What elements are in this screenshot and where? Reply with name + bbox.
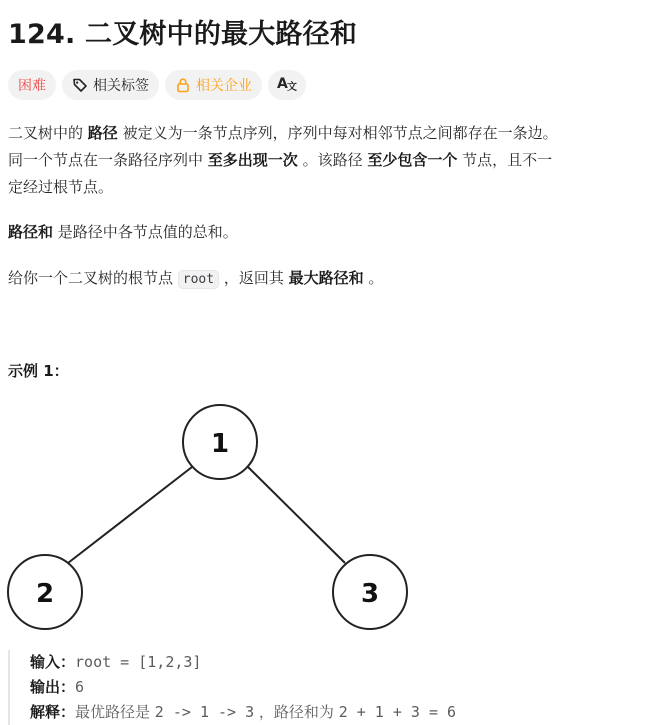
tree-edge-1-3 (248, 467, 345, 563)
tree-node-root (183, 405, 257, 479)
related-tags-label: 相关标签 (93, 78, 149, 94)
example-input-line (30, 650, 456, 675)
related-companies-label: 相关企业 (196, 78, 252, 94)
desc-text: ，返回其 (219, 269, 289, 287)
example-io-block (8, 650, 456, 725)
input-label: 输入： (30, 653, 76, 671)
difficulty-badge[interactable]: 困难 (8, 70, 56, 100)
description-paragraph-1 (8, 120, 648, 201)
tree-node-left (8, 555, 82, 629)
example-title: 示例 1： (8, 362, 69, 380)
desc-text: 二叉树中的 (8, 124, 88, 142)
desc-bold: 至多出现一次 (207, 151, 298, 169)
tag-icon (72, 77, 88, 93)
example-explanation-line (30, 700, 456, 725)
desc-text: 定经过根节点。 (8, 178, 114, 196)
desc-text: 节点，且不一 (457, 151, 553, 169)
description-paragraph-3 (8, 265, 383, 293)
description-paragraph-2 (8, 219, 238, 246)
desc-bold: 路径 (87, 124, 118, 142)
desc-bold: 最大路径和 (288, 269, 364, 287)
tree-node-label: 3 (360, 579, 380, 609)
translate-button[interactable] (268, 70, 306, 100)
desc-text: 给你一个二叉树的根节点 (8, 269, 178, 287)
output-label: 输出： (30, 678, 76, 696)
desc-text: 是路径中各节点值的总和。 (53, 223, 238, 241)
related-companies-button[interactable] (165, 70, 262, 100)
related-tags-button[interactable] (62, 70, 159, 100)
output-value: 6 (75, 678, 85, 696)
explanation-text: 最优路径是 (75, 703, 155, 721)
desc-text: 同一个节点在一条路径序列中 (8, 151, 208, 169)
explanation-path: 2 -> 1 -> 3 (154, 703, 255, 721)
example-output-line (30, 675, 456, 700)
desc-text: 。该路径 (297, 151, 368, 169)
svg-text:文: 文 (287, 82, 297, 91)
desc-text: 被定义为一条节点序列，序列中每对相邻节点之间都存在一条边。 (117, 124, 558, 142)
tree-node-label: 2 (35, 579, 55, 609)
tree-node-right (333, 555, 407, 629)
lock-icon (175, 77, 191, 93)
explanation-sum: 2 + 1 + 3 = 6 (338, 703, 457, 721)
tag-bar (8, 70, 306, 100)
inline-code-root: root (178, 270, 219, 289)
translate-icon (277, 75, 297, 95)
explanation-text: ，路径和为 (254, 703, 339, 721)
desc-bold: 至少包含一个 (367, 151, 458, 169)
desc-bold: 路径和 (8, 223, 54, 241)
svg-text:A: A (277, 76, 288, 91)
problem-title: 124. 二叉树中的最大路径和 (8, 19, 358, 50)
tree-node-label: 1 (210, 429, 230, 459)
binary-tree-diagram (0, 395, 420, 640)
input-value: root = [1,2,3] (75, 653, 202, 671)
explanation-label: 解释： (30, 703, 76, 721)
desc-text: 。 (363, 269, 384, 287)
tree-edge-1-2 (68, 467, 192, 563)
